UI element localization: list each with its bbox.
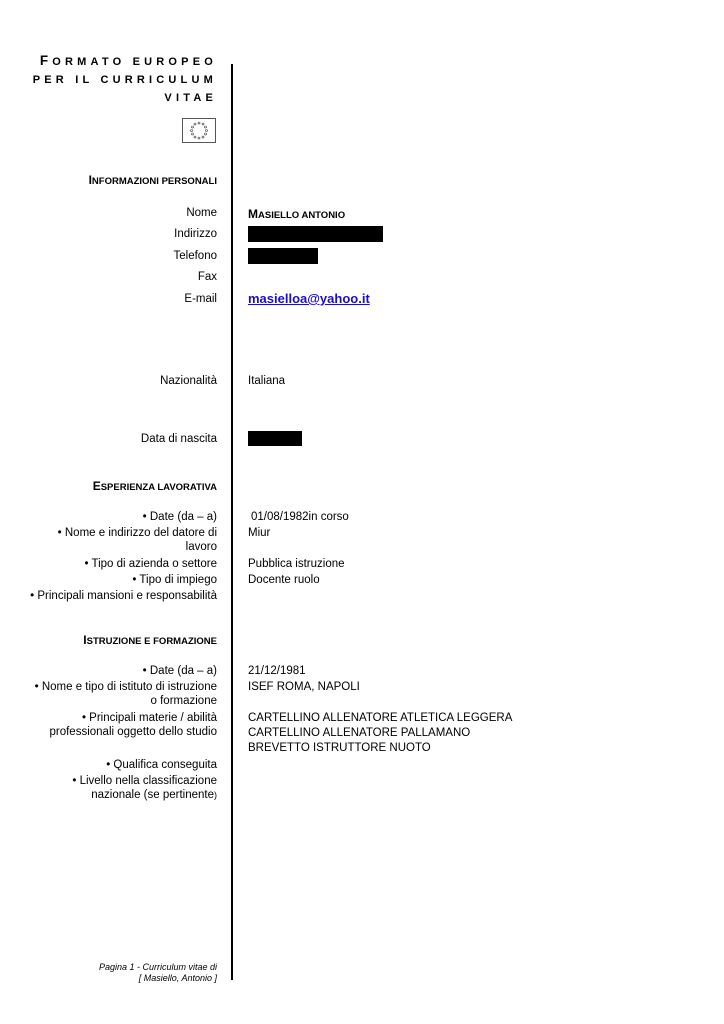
job-type-value: Docente ruolo	[248, 574, 320, 586]
phone-label: Telefono	[173, 250, 217, 262]
title-line-3: VITAE	[164, 92, 217, 104]
section-education: ISTRUZIONE E FORMAZIONE	[83, 633, 217, 647]
page-footer	[17, 962, 217, 984]
institute-label-line-2: o formazione	[150, 695, 217, 707]
work-dates-value: 01/08/1982in corso	[251, 511, 349, 523]
subject-item: CARTELLINO ALLENATORE PALLAMANO	[248, 727, 471, 739]
subject-item: BREVETTO ISTRUTTORE NUOTO	[248, 742, 431, 754]
email-link[interactable]: masielloa@yahoo.it	[248, 291, 370, 306]
footer-line-1: Pagina 1 - Curriculum vitae di	[98, 962, 217, 972]
email-label: E-mail	[184, 293, 217, 305]
birth-date-label: Data di nascita	[140, 433, 217, 445]
work-dates-label: • Date (da – a)	[142, 511, 217, 523]
institute-label-line-1: • Nome e tipo di istituto di istruzione	[34, 681, 217, 693]
nationality-value: Italiana	[248, 375, 286, 387]
duties-label: • Principali mansioni e responsabilità	[30, 590, 217, 602]
subjects-label-line-2: professionali oggetto dello studio	[49, 726, 217, 738]
sector-value: Pubblica istruzione	[248, 558, 345, 570]
level-label-line-2: nazionale (se pertinente)	[91, 789, 217, 801]
employer-label-line-2: lavoro	[185, 541, 217, 553]
cv-title	[0, 52, 217, 107]
institute-label	[17, 680, 217, 708]
footer-line-2: [ Masiello, Antonio ]	[138, 973, 217, 983]
vertical-divider	[231, 64, 233, 980]
birth-date-redaction	[248, 431, 302, 446]
section-work-experience: ESPERIENZA LAVORATIVA	[92, 479, 217, 493]
level-label-line-1: • Livello nella classificazione	[72, 775, 217, 787]
employer-value: Miur	[248, 527, 271, 539]
subject-item: CARTELLINO ALLENATORE ATLETICA LEGGERA	[248, 712, 513, 724]
edu-dates-value: 21/12/1981	[248, 665, 306, 677]
sector-label: • Tipo di azienda o settore	[84, 558, 217, 570]
employer-label-line-1: • Nome e indirizzo del datore di	[57, 527, 217, 539]
employer-label	[17, 526, 217, 554]
address-redaction	[248, 226, 383, 242]
title-line-1: FORMATO EUROPEO	[39, 53, 217, 68]
phone-redaction	[248, 248, 318, 264]
subjects-label-line-1: • Principali materie / abilità	[81, 712, 217, 724]
level-label	[17, 774, 217, 802]
section-personal-info: INFORMAZIONI PERSONALI	[88, 173, 217, 187]
institute-value: ISEF ROMA, NAPOLI	[248, 681, 360, 693]
fax-label: Fax	[197, 271, 217, 283]
edu-dates-label: • Date (da – a)	[142, 665, 217, 677]
title-line-2: PER IL CURRICULUM	[32, 74, 217, 86]
subjects-label	[17, 711, 217, 739]
nationality-label: Nazionalità	[160, 375, 217, 387]
job-type-label: • Tipo di impiego	[132, 574, 217, 586]
eu-flag-icon	[182, 118, 216, 143]
name-value: MASIELLO ANTONIO	[248, 207, 346, 221]
name-label: Nome	[186, 207, 217, 219]
subjects-list	[248, 711, 512, 756]
address-label: Indirizzo	[174, 228, 217, 240]
qualification-label: • Qualifica conseguita	[106, 759, 217, 771]
